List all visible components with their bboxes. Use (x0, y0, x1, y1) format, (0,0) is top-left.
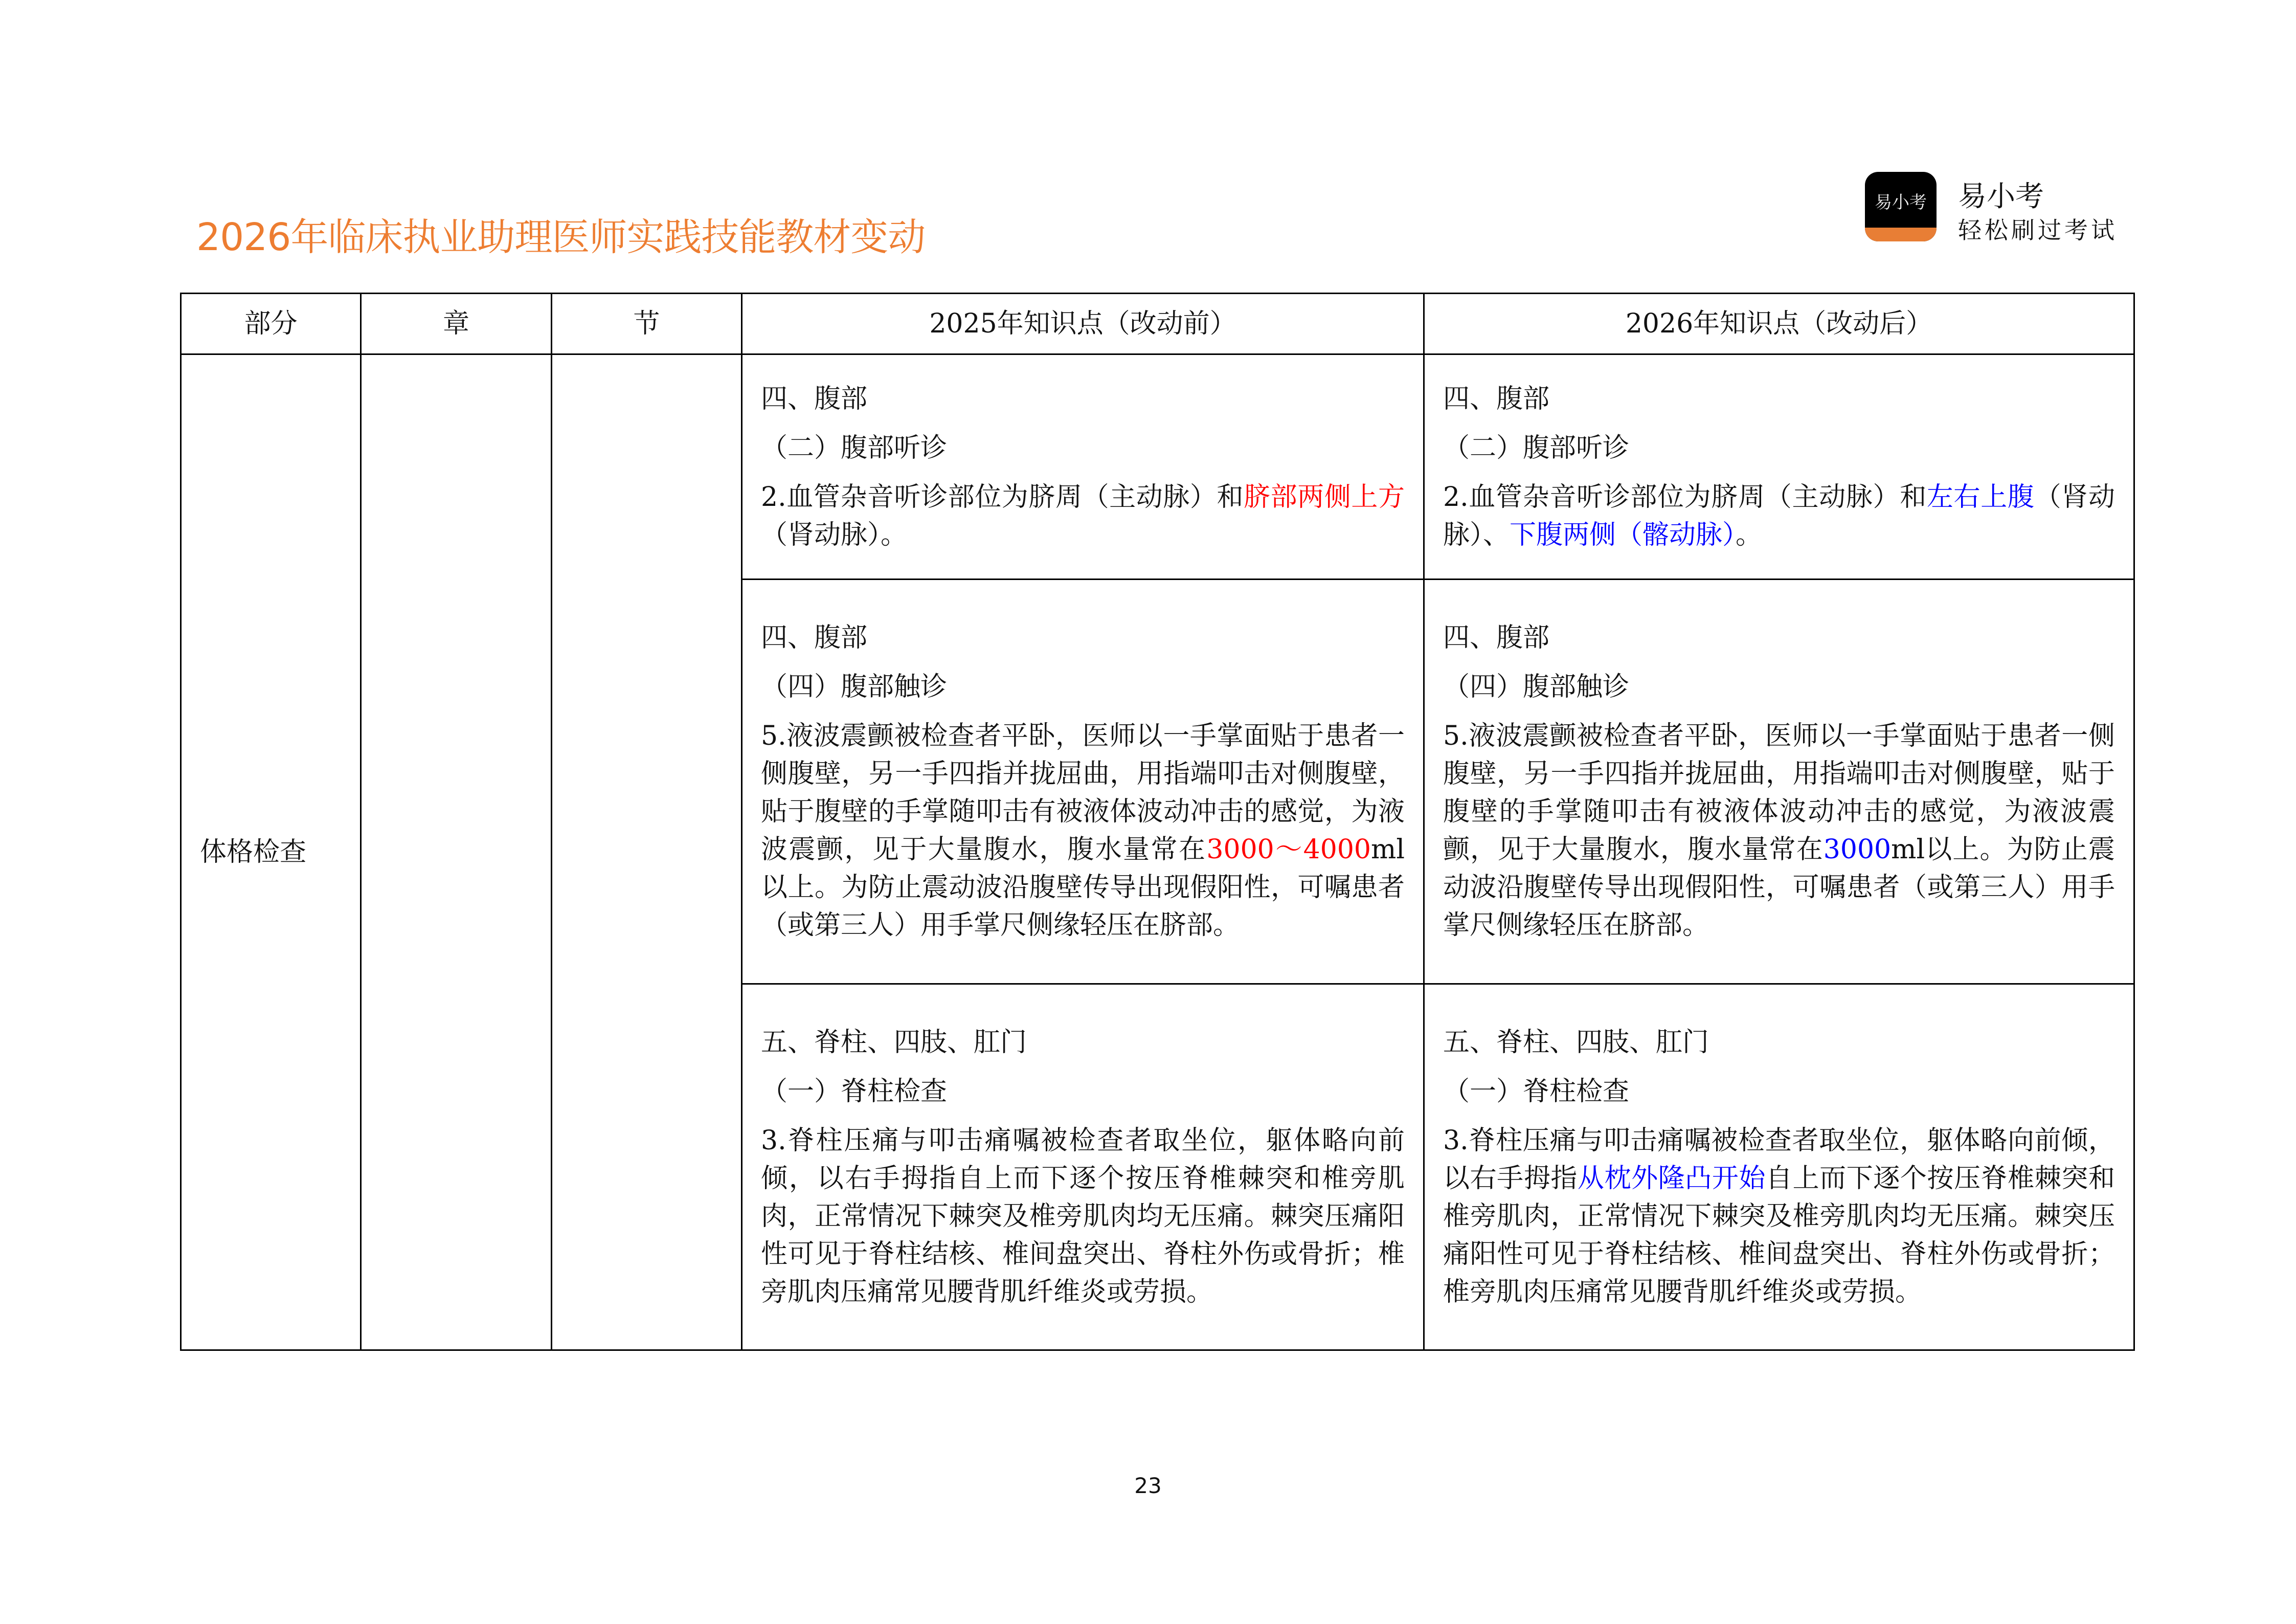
section-heading (761, 1024, 1405, 1061)
app-icon-accent-bar (1865, 228, 1937, 241)
knowledge-point-text (761, 717, 1405, 944)
text-segment: 5.液波震颤被检查者平卧，医师以一手掌面贴于患者一侧腹壁，另一手四指并拢屈曲，用指端叩击对侧腹壁，贴于腹壁的手掌随叩击有被液体波动冲击的感觉，为液波震颤，见于大量腹水，腹水量常在 (1443, 721, 2115, 865)
text-segment: 5.液波震颤被检查者平卧，医师以一手掌面贴于患者一侧腹壁，另一手四指并拢屈曲，用指端叩击对侧腹壁，贴于腹壁的手掌随叩击有被液体波动冲击的感觉，为液波震颤，见于大量腹水，腹水量常在 (761, 721, 1405, 865)
header-section: 节 (552, 294, 742, 354)
text-segment: 2.血管杂音听诊部位为脐周（主动脉）和 (1443, 481, 1927, 513)
section-heading (1443, 619, 2115, 657)
document-title: 2026年临床执业助理医师实践技能教材变动 (196, 215, 926, 259)
text-segment: 五、脊柱、四肢、肛门 (1443, 1027, 1709, 1058)
subsection-heading (1443, 668, 2115, 706)
text-segment: 五、脊柱、四肢、肛门 (761, 1027, 1027, 1058)
added-text-highlight: 3000 (1823, 834, 1892, 865)
cell-2026-after (1424, 354, 2134, 580)
text-segment: （四）腹部触诊 (761, 672, 948, 702)
text-segment: 自上而下逐个按压脊椎棘突和椎旁肌肉，正常情况下棘突及椎旁肌肉均无压痛。棘突压痛阳性可见于脊柱结核、椎间盘突出、脊柱外伤或骨折；椎旁肌肉压痛常见腰背肌纤维炎或劳损。 (1443, 1163, 2115, 1307)
page-number: 23 (1134, 1473, 1162, 1498)
text-segment: （二）腹部听诊 (1443, 432, 1630, 463)
header-2026: 2026年知识点（改动后） (1424, 294, 2134, 354)
subsection-heading (1443, 1073, 2115, 1110)
knowledge-point-text (761, 478, 1405, 554)
text-segment: 3.脊柱压痛与叩击痛嘱被检查者取坐位，躯体略向前倾，以右手拇指自上而下逐个按压脊椎棘突和椎旁肌肉，正常情况下棘突及椎旁肌肉均无压痛。棘突压痛阳性可见于脊柱结核、椎间盘突出、脊柱外伤或骨折；椎旁肌肉压痛常见腰背肌纤维炎或劳损。 (761, 1125, 1405, 1307)
subsection-heading (1443, 429, 2115, 467)
text-segment: 。 (1736, 519, 1763, 550)
text-segment: 四、腹部 (1443, 383, 1550, 414)
knowledge-point-text (761, 1122, 1405, 1311)
subsection-heading (761, 429, 1405, 467)
text-segment: 3.脊柱压痛与叩击痛嘱被检查者取坐位，躯体略向前倾，以右手拇指 (1443, 1125, 2115, 1194)
text-segment: （肾动脉）。 (761, 519, 908, 550)
section-heading (1443, 380, 2115, 418)
header-part: 部分 (181, 294, 361, 354)
section-cell (552, 354, 742, 1350)
part-cell: 体格检查 (181, 354, 361, 1350)
table-row (181, 354, 2134, 580)
brand-logo (1865, 172, 2274, 243)
added-text-highlight: 下腹两侧（髂动脉） (1510, 519, 1736, 550)
added-text-highlight: 左右上腹 (1926, 481, 2035, 513)
text-segment: 四、腹部 (1443, 622, 1550, 653)
cell-2026-after (1424, 580, 2134, 984)
text-segment: （肾动脉）、 (1443, 481, 2115, 550)
knowledge-point-text (1443, 717, 2115, 944)
header-chapter: 章 (361, 294, 552, 354)
text-segment: （一）脊柱检查 (1443, 1076, 1630, 1107)
cell-2026-after (1424, 984, 2134, 1350)
brand-slogan: 轻松刷过考试 (1958, 216, 2118, 244)
table-header-row (181, 294, 2134, 354)
app-icon-text: 易小考 (1875, 192, 1927, 213)
removed-text-highlight: 3000～4000 (1206, 834, 1371, 865)
knowledge-point-text (1443, 1122, 2115, 1311)
text-segment: ml以上。为防止震动波沿腹壁传导出现假阳性，可嘱患者（或第三人）用手掌尺侧缘轻压在脐部。 (1443, 834, 2115, 941)
text-segment: （一）脊柱检查 (761, 1076, 948, 1107)
brand-name: 易小考 (1958, 180, 2044, 213)
added-text-highlight: 从枕外隆凸开始 (1577, 1163, 1766, 1194)
header-2025: 2025年知识点（改动前） (742, 294, 1424, 354)
cell-2025-before (742, 984, 1424, 1350)
section-heading (761, 619, 1405, 657)
subsection-heading (761, 668, 1405, 706)
changes-table (180, 293, 2135, 1351)
text-segment: 四、腹部 (761, 383, 868, 414)
text-segment: 2.血管杂音听诊部位为脐周（主动脉）和 (761, 481, 1244, 513)
knowledge-point-text (1443, 478, 2115, 554)
cell-2025-before (742, 354, 1424, 580)
removed-text-highlight: 脐部两侧上方 (1244, 481, 1405, 513)
chapter-cell (361, 354, 552, 1350)
text-segment: （二）腹部听诊 (761, 432, 948, 463)
cell-2025-before (742, 580, 1424, 984)
text-segment: （四）腹部触诊 (1443, 672, 1630, 702)
section-heading (1443, 1024, 2115, 1061)
text-segment: ml以上。为防止震动波沿腹壁传导出现假阳性，可嘱患者（或第三人）用手掌尺侧缘轻压在脐部。 (761, 834, 1405, 941)
text-segment: 四、腹部 (761, 622, 868, 653)
section-heading (761, 380, 1405, 418)
app-icon (1865, 172, 1937, 241)
subsection-heading (761, 1073, 1405, 1110)
